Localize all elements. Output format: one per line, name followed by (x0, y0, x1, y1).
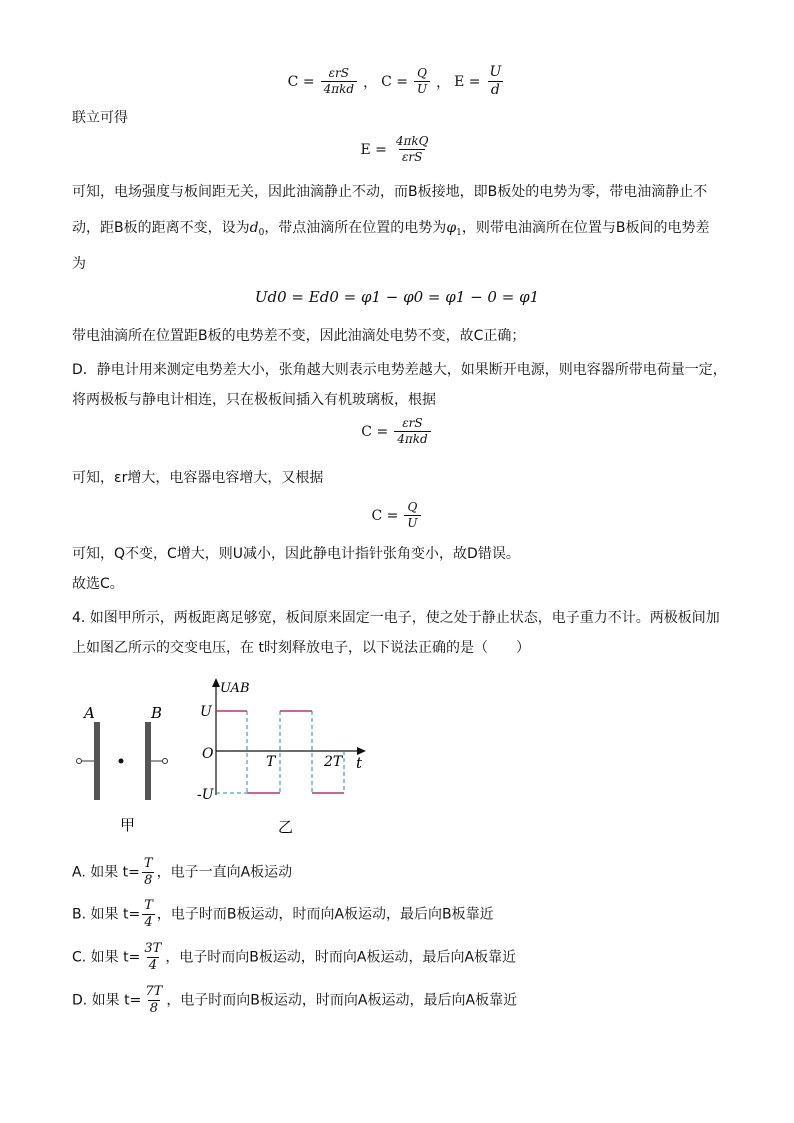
figure-yi (197, 678, 366, 836)
question-4-line-2: 上如图乙所示的交变电压，在 t时刻释放电子，以下说法正确的是（ ） (72, 640, 530, 656)
paragraph-5: 可知，Q不变，C增大，则U减小，因此静电计指针张角变小，故D错误。 (72, 546, 520, 562)
f5-den: U (404, 515, 420, 531)
paragraph-1-line-2: 动，距B板的距离不变，设为$d_0$，带点油滴所在位置的电势为$\varphi_1$，则带电油滴所在位置与B板间的电势差 (72, 220, 710, 238)
x-axis-label: t (356, 754, 363, 772)
f1-e-den: d (488, 81, 503, 99)
square-wave (216, 711, 344, 793)
caption-yi: 乙 (278, 818, 294, 836)
paragraph-2: 带电油滴所在位置距B板的电势差不变，因此油滴处电势不变，故C正确； (72, 328, 526, 344)
u-negative-label: -U (197, 787, 214, 803)
f5-num: Q (407, 500, 418, 514)
paragraph-1-line-3: 为 (72, 256, 86, 272)
f1-c1-den: 4πkd (321, 81, 357, 97)
formula-capacitance-3: C = $\frac{Q}{U}$ (0, 500, 794, 531)
caption-jia: 甲 (120, 816, 136, 834)
f1-c1-num: εrS (328, 66, 350, 80)
formula-capacitance-field: C = $\frac{\text{εrS}}{\text{4πkd}}$ ， C = $\frac{Q}{U}$ ， E = $\frac{U}{d}$ (0, 64, 794, 99)
plate-a (94, 722, 100, 800)
f1-c2-num: Q (417, 66, 427, 80)
option-a[interactable]: A. 如果 t= $\frac{T}{8}$ ，电子一直向A板运动 (72, 856, 293, 888)
plate-b (145, 722, 151, 800)
formula-potential-difference: Ud0 = Ed0 = φ1 − φ0 = φ1 − 0 = φ1 (254, 288, 540, 306)
u-positive-label: U (200, 704, 212, 720)
paragraph-1-line-1: 可知，电场强度与板间距无关，因此油滴静止不动，而B板接地，即B板处的电势为零，带电油滴静止不 (72, 184, 708, 200)
formula-field-charge: E = $\frac{\text{4πkQ}}{\text{εrS}}$ (0, 134, 794, 165)
f1-c2-den: U (414, 81, 430, 97)
formula-capacitance-2: C = $\frac{\text{εrS}}{\text{4πkd}}$ (0, 416, 794, 447)
electron-dot (119, 759, 124, 764)
y-axis-arrow (212, 678, 220, 687)
tick-t: T (266, 754, 276, 770)
plate-b-terminal (163, 759, 168, 764)
f2-den: εrS (399, 149, 425, 165)
paragraph-3-line-1: D．静电计用来测定电势差大小，张角越大则表示电势差越大，如果断开电源，则电容器所带电荷量一定， (72, 362, 727, 378)
plate-a-terminal (77, 759, 82, 764)
p1-b3: ，则带电油滴所在位置与B板间的电势差 (461, 220, 710, 236)
option-b[interactable]: B. 如果 t= $\frac{T}{4}$ ，电子时而B板运动，时而向A板运动，最后向B板靠近 (72, 898, 494, 930)
option-c[interactable]: C. 如果 t= $\frac{3T}{4}$ ，电子时而向B板运动，时而向A板运动，最后向A板靠近 (72, 941, 517, 973)
paragraph-4: 可知，εr增大，电容器电容增大，又根据 (72, 470, 324, 486)
plate-b-label: B (151, 704, 163, 722)
text-lianli: 联立可得 (72, 110, 128, 126)
f4-den: 4πkd (394, 431, 430, 447)
option-d[interactable]: D. 如果 t= $\frac{7T}{8}$ ，电子时而向B板运动，时而向A板运动，最后向A板靠近 (72, 984, 518, 1016)
wave-transitions (216, 711, 344, 793)
f1-e-num: U (489, 64, 502, 80)
p1-b1: 动，距B板的距离不变，设为 (72, 220, 250, 236)
f2-num: 4πkQ (395, 134, 429, 148)
paragraph-3-line-2: 将两极板与静电计相连，只在极板间插入有机玻璃板，根据 (72, 392, 436, 408)
p1-b2: ，带点油滴所在位置的电势为 (264, 220, 447, 236)
y-axis-label: UAB (220, 681, 250, 696)
plate-a-label: A (84, 704, 95, 722)
origin-label: O (202, 746, 214, 762)
paragraph-6: 故选C。 (72, 576, 124, 592)
figure-jia (77, 704, 168, 834)
tick-2t: 2T (324, 754, 343, 770)
question-4-line-1: 4. 如图甲所示，两板距离足够宽，板间原来固定一电子，使之处于静止状态，电子重力不计。两极板间加 (72, 610, 720, 626)
f4-num: εrS (402, 416, 423, 430)
